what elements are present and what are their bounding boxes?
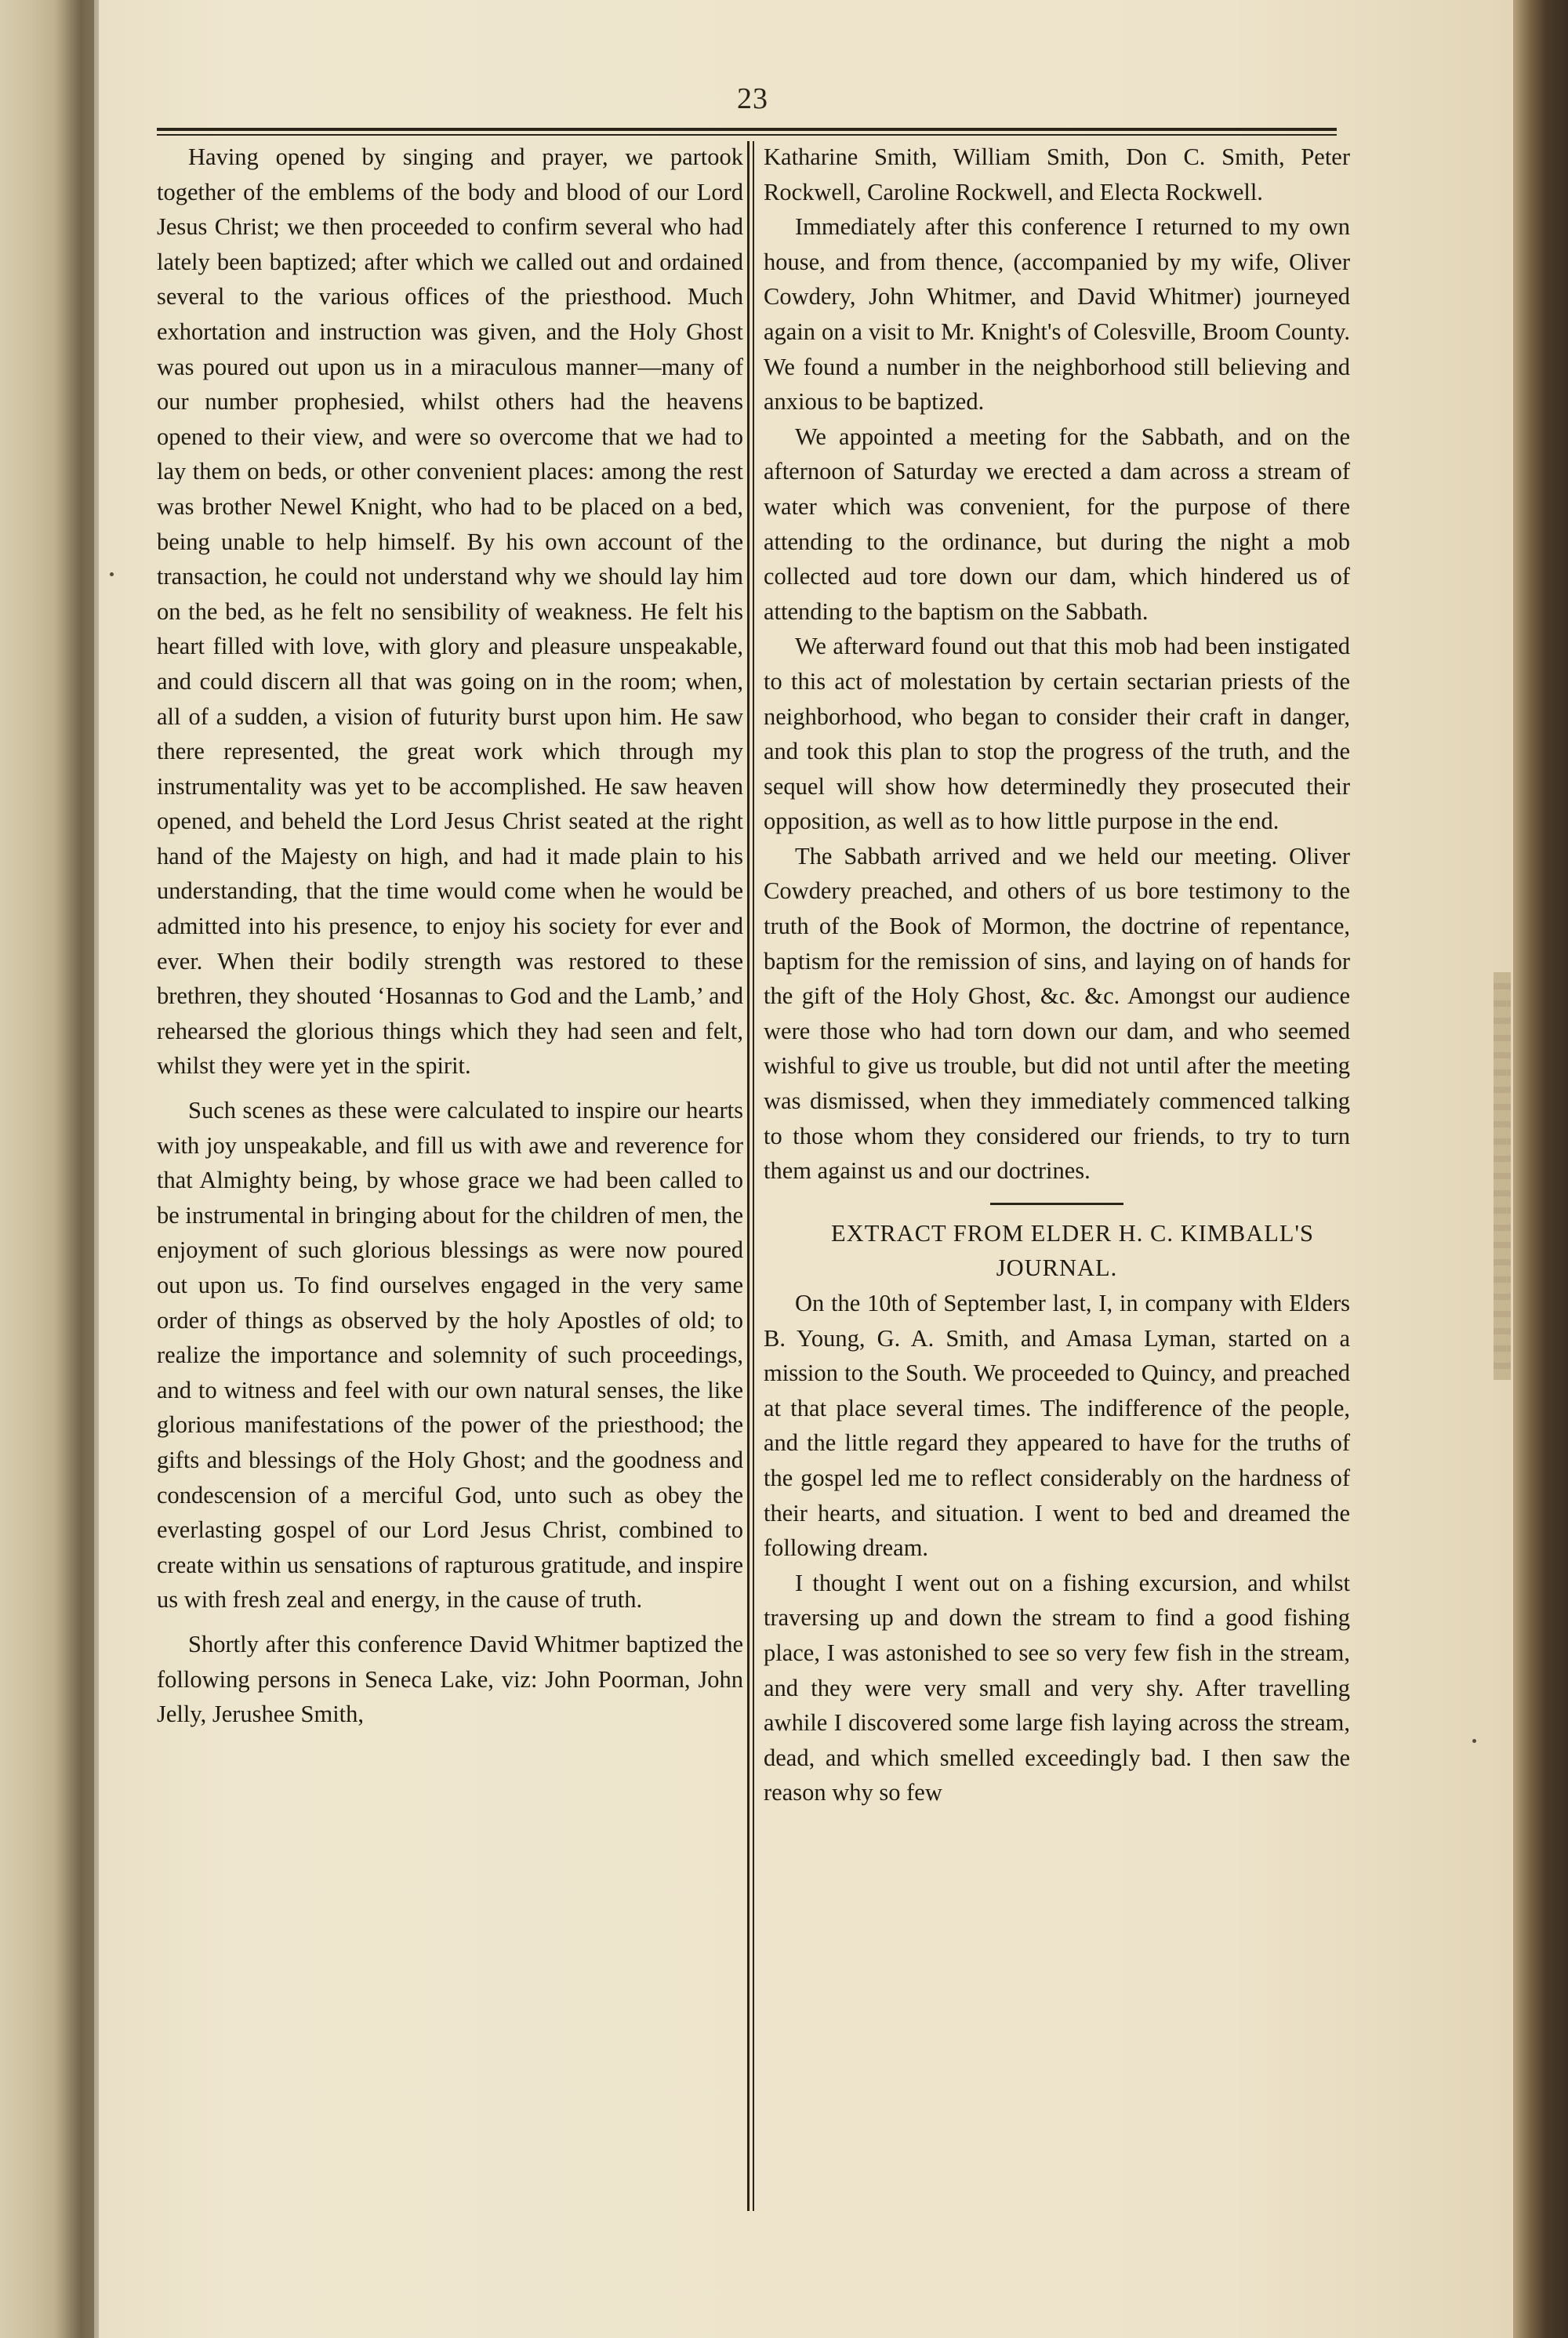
left-paragraph-2: Such scenes as these were calculated to inspire our hearts with joy unspeakable, and fill us with awe and reverence for that Almighty being, by whose grace we had been called to be instrumental in bringing about for the children of men, the enjoyment of such glorious blessings as were now poured out upon us. To find ourselves engaged in the very same order of things as observed by the holy Apostles of old; to realize the importance and solemnity of such proceedings, and to witness and feel with our own natural senses, the like glorious manifestations of the power of the priesthood; the gifts and blessings of the Holy Ghost; and the goodness and condescension of a merciful God, unto such as obey the everlasting gospel of our Lord Jesus Christ, combined to create within us sensations of rapturous gratitude, and inspire us with fresh zeal and energy, in the cause of truth. [157,1097,743,1614]
section-divider-rule [990,1203,1123,1205]
right-paragraph-5: The Sabbath arrived and we held our meeting. Oliver Cowdery preached, and others of us bore testimony to the truth of the Book of Mormon, the doctrine of repentance, baptism for the remission of sins, and laying on of hands for the gift of the Holy Ghost, &c. &c. Amongst our audience were those who had torn down our dam, and who seemed wishful to give us trouble, but did not until after the meeting was dismissed, when they immediately commenced talking to those whom they considered our friends, to try to turn them against us and our doctrines. [764,842,1350,1185]
right-paragraph-6: On the 10th of September last, I, in company with Elders B. Young, G. A. Smith, and Amasa Lyman, started on a mission to the South. We proceeded to Quincy, and preached at that place several times. The indifference of the people, and the little regard they appeared to have for the truths of the gospel led me to reflect considerably on the hardness of their hearts, and situation. I went to bed and dreamed the following dream. [764,1290,1350,1562]
book-spine-edge [1513,0,1568,2338]
right-paragraph-1: Katharine Smith, William Smith, Don C. Smith, Peter Rockwell, Caroline Rockwell, and Electa Rockwell. [764,143,1350,205]
gutter-shadow [55,0,99,2338]
left-paragraph-3: Shortly after this conference David Whitmer baptized the following persons in Seneca Lake, viz: John Poorman, John Jelly, Jerushee Smith, [157,1630,743,1728]
right-column [764,140,1350,1810]
page-number: 23 [737,82,768,115]
paper-speck [1472,1739,1476,1743]
header-rule-thick [157,128,1337,131]
column-divider-right-line [753,141,754,2211]
paper-speck [110,572,114,576]
left-column [157,140,743,1732]
left-paragraph-1: Having opened by singing and prayer, we partook together of the emblems of the body and blood of our Lord Jesus Christ; we then proceeded to confirm several who had lately been baptized; after which we called out and ordained several to the various offices of the priesthood. Much exhortation and instruction was given, and the Holy Ghost was poured out upon us in a miraculous manner—many of our number prophesied, whilst others had the heavens opened to their view, and were so overcome that we had to lay them on beds, or other convenient places: among the rest was brother Newel Knight, who had to be placed on a bed, being unable to help himself. By his own account of the transaction, he could not understand why we should lay him on the bed, as he felt no sensibility of weakness. He felt his heart filled with love, with glory and pleasure unspeakable, and could discern all that was going on in the room; when, all of a sudden, a vision of futurity burst upon him. He saw there represented, the great work which through my instrumentality was yet to be accomplished. He saw heaven opened, and beheld the Lord Jesus Christ seated at the right hand of the Majesty on high, and had it made plain to his understanding, that the time would come when he would be admitted into his presence, to enjoy his society for ever and ever. When their bodily strength was restored to these brethren, they shouted ‘Hosannas to God and the Lamb,’ and rehearsed the glorious things which they had seen and felt, whilst they were yet in the spirit. [157,143,743,1080]
header-rule-thin [157,134,1337,136]
section-heading: EXTRACT FROM ELDER H. C. KIMBALL'S JOURNAL. [831,1219,1314,1282]
right-paragraph-7: I thought I went out on a fishing excursion, and whilst traversing up and down the stream to find a good fishing place, I was astonished to see so very few fish in the stream, and they were very small and very shy. After travelling awhile I discovered some large fish laying across the stream, dead, and which smelled exceedingly bad. I then saw the reason why so few [764,1569,1350,1806]
right-paragraph-2: Immediately after this conference I returned to my own house, and from thence, (accompanied by my wife, Oliver Cowdery, John Whitmer, and David Whitmer) journeyed again on a visit to Mr. Knight's of Colesville, Broom County. We found a number in the neighborhood still believing and anxious to be baptized. [764,213,1350,416]
right-paragraph-3: We appointed a meeting for the Sabbath, and on the afternoon of Saturday we erected a dam across a stream of water which was convenient, for the purpose of there attending to the ordinance, but during the night a mob collected aud tore down our dam, which hindered us of attending to the baptism on the Sabbath. [764,423,1350,625]
column-divider-left-line [747,141,750,2211]
right-paragraph-4: We afterward found out that this mob had been instigated to this act of molestation by certain sectarian priests of the neighborhood, who began to consider their craft in danger, and took this plan to stop the progress of the truth, and the sequel will show how determinedly they prosecuted their opposition, as well as to how little purpose in the end. [764,633,1350,835]
spine-lettering [1494,972,1511,1380]
